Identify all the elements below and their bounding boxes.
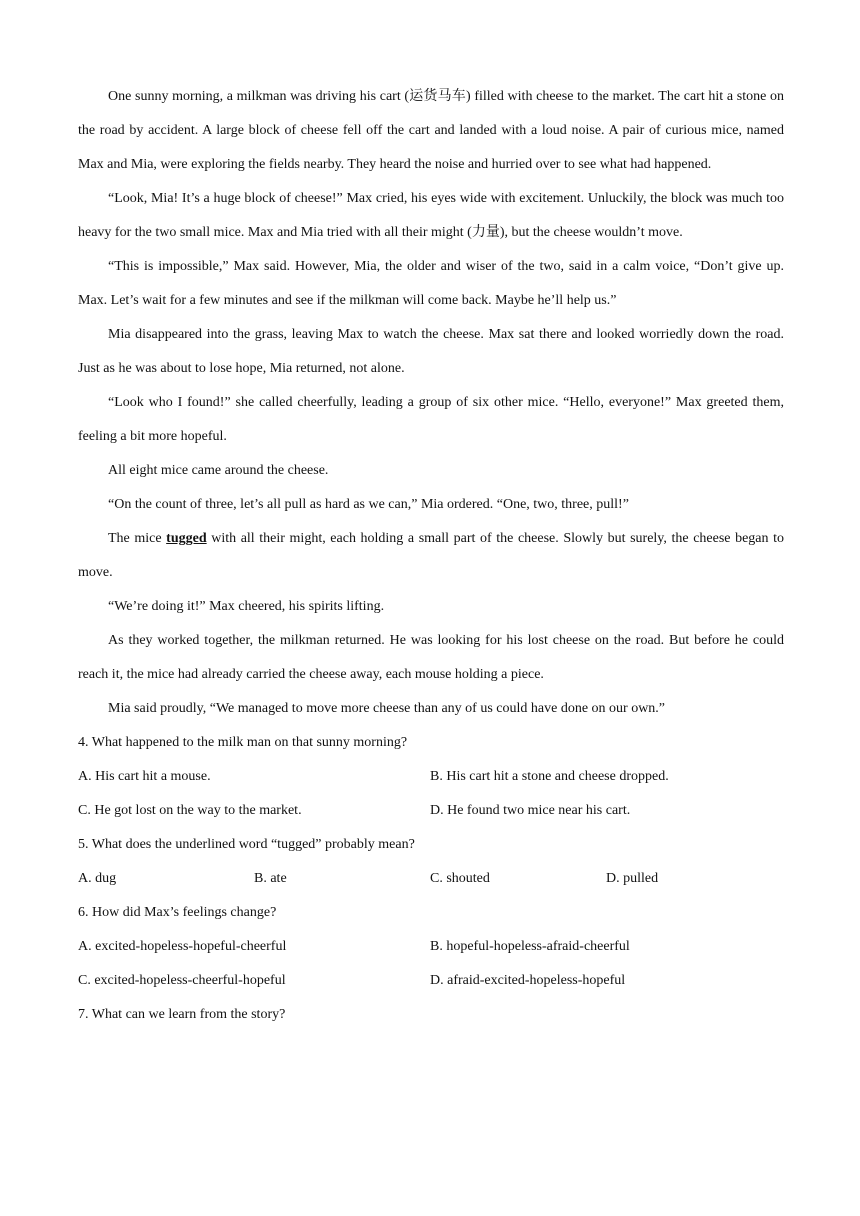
question-6-option-a: A. excited-hopeless-hopeful-cheerful xyxy=(78,939,287,954)
question-5-option-c: C. shouted xyxy=(430,871,490,886)
question-4-option-b: B. His cart hit a stone and cheese dropped. xyxy=(430,769,669,784)
question-7-stem: 7. What can we learn from the story? xyxy=(78,1007,286,1022)
story-paragraph-8 xyxy=(78,522,784,590)
question-5-option-b: B. ate xyxy=(254,871,287,886)
question-6-option-d: D. afraid-excited-hopeless-hopeful xyxy=(430,973,626,988)
question-5-option-d: D. pulled xyxy=(606,871,659,886)
question-5-option-a: A. dug xyxy=(78,871,117,886)
story-paragraph-6: All eight mice came around the cheese. xyxy=(108,463,329,478)
question-7 xyxy=(78,998,784,1032)
question-5-options xyxy=(78,862,784,896)
question-4-options-row-2 xyxy=(78,794,784,828)
question-4 xyxy=(78,726,784,828)
document-page xyxy=(78,80,784,1032)
underlined-word-tugged: tugged xyxy=(166,531,207,546)
question-4-stem: 4. What happened to the milk man on that sunny morning? xyxy=(78,735,408,750)
story-paragraph-4: Mia disappeared into the grass, leaving Max to watch the cheese. Max sat there and looked worriedly down the road. Just as he was about to lose hope, Mia returned, not alone. xyxy=(78,327,784,376)
question-6-option-b: B. hopeful-hopeless-afraid-cheerful xyxy=(430,939,630,954)
question-4-option-d: D. He found two mice near his cart. xyxy=(430,803,631,818)
story-paragraph-9: “We’re doing it!” Max cheered, his spirits lifting. xyxy=(108,599,385,614)
question-4-option-c: C. He got lost on the way to the market. xyxy=(78,803,302,818)
story-paragraph-7: “On the count of three, let’s all pull as hard as we can,” Mia ordered. “One, two, three, pull!” xyxy=(108,497,629,512)
question-5 xyxy=(78,828,784,896)
question-6-options-row-2 xyxy=(78,964,784,998)
story-paragraph-11: Mia said proudly, “We managed to move more cheese than any of us could have done on our own.” xyxy=(108,701,666,716)
question-4-option-a: A. His cart hit a mouse. xyxy=(78,769,211,784)
question-6 xyxy=(78,896,784,998)
story-paragraph-5: “Look who I found!” she called cheerfully, leading a group of six other mice. “Hello, everyone!” Max greeted them, feeling a bit more hopeful. xyxy=(78,395,784,444)
question-6-stem: 6. How did Max’s feelings change? xyxy=(78,905,277,920)
question-5-stem: 5. What does the underlined word “tugged” probably mean? xyxy=(78,837,415,852)
story-paragraph-3: “This is impossible,” Max said. However, Mia, the older and wiser of the two, said in a calm voice, “Don’t give up. Max. Let’s wait for a few minutes and see if the milkman will come back. Maybe he’ll help us.” xyxy=(78,259,784,308)
story-paragraph-1: One sunny morning, a milkman was driving his cart (运货马车) filled with cheese to the market. The cart hit a stone on the road by accident. A large block of cheese fell off the cart and landed with a loud noise. A pair of curious mice, named Max and Mia, were exploring the fields nearby. They heard the noise and hurried over to see what had happened. xyxy=(78,89,784,172)
question-6-options-row-1 xyxy=(78,930,784,964)
question-6-option-c: C. excited-hopeless-cheerful-hopeful xyxy=(78,973,286,988)
story-paragraph-2: “Look, Mia! It’s a huge block of cheese!” Max cried, his eyes wide with excitement. Unluckily, the block was much too heavy for the two small mice. Max and Mia tried with all their might (力量), but the cheese wouldn’t move. xyxy=(78,191,784,240)
paragraph-8-start: The mice xyxy=(108,531,167,546)
story-paragraph-10: As they worked together, the milkman returned. He was looking for his lost cheese on the road. But before he could reach it, the mice had already carried the cheese away, each mouse holding a piece. xyxy=(78,633,784,682)
question-4-options-row-1 xyxy=(78,760,784,794)
paragraph-8-end: with all their might, each holding a small part of the cheese. Slowly but surely, the cheese began to move. xyxy=(78,531,784,580)
